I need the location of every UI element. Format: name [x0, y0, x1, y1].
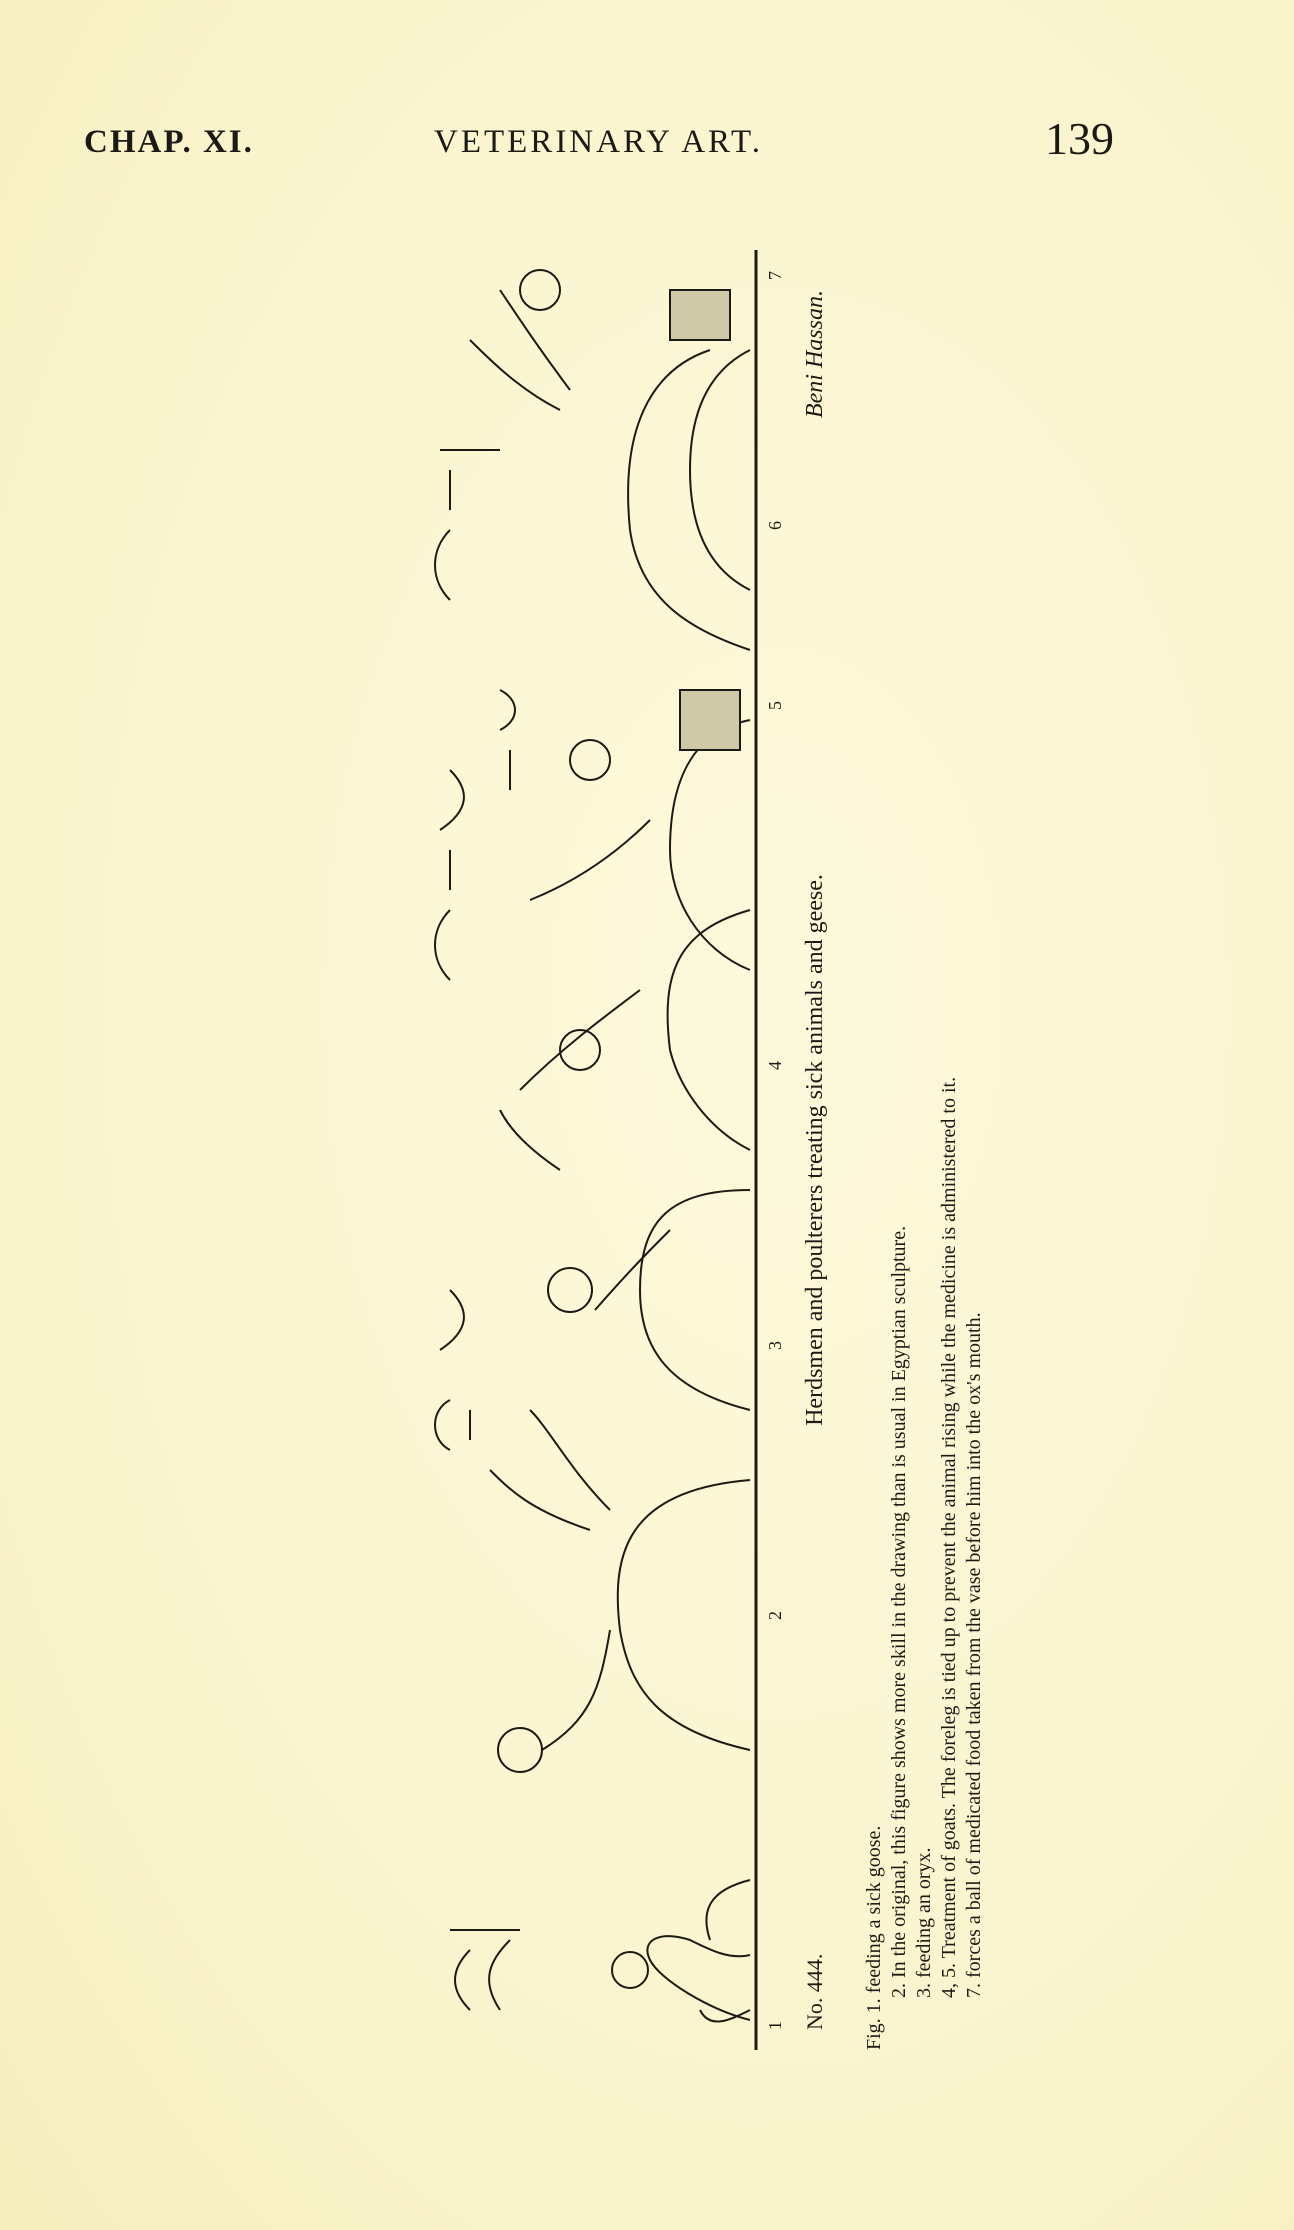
- fig-number-4: 4: [765, 1061, 785, 1070]
- note-line: 2. In the original, this figure shows more skill in the drawing than is usual in Egyptian sculpture.: [888, 1225, 910, 1998]
- note-line: 4, 5. Treatment of goats. The foreleg is tied up to prevent the animal rising while the medicine is administered to it.: [938, 1076, 960, 1998]
- note-line: 3. feeding an oryx.: [913, 1847, 935, 1998]
- engraving-illustration: [410, 250, 760, 2050]
- figure-caption: Herdsmen and poulterers treating sick animals and geese.: [802, 874, 828, 1426]
- chapter-label: CHAP. XI.: [84, 124, 254, 160]
- figure-source: Beni Hassan.: [802, 290, 828, 418]
- page-number: 139: [1045, 113, 1114, 164]
- fig-number-2: 2: [765, 1611, 785, 1620]
- fig-number-7: 7: [765, 271, 785, 280]
- fig-number-6: 6: [765, 521, 785, 530]
- figure-number-label: No. 444.: [802, 1953, 827, 2030]
- running-title: VETERINARY ART.: [434, 124, 764, 160]
- figure-notes: [862, 950, 987, 2050]
- running-head: [0, 112, 1294, 172]
- fig-number-3: 3: [765, 1341, 785, 1350]
- plate-figure: [410, 250, 1010, 2050]
- fig-number-5: 5: [765, 701, 785, 710]
- fig-number-1: 1: [765, 2021, 785, 2030]
- note-line: Fig. 1. feeding a sick goose.: [863, 1825, 885, 2050]
- note-line: 7. forces a ball of medicated food taken from the vase before him into the ox's mouth.: [963, 1312, 985, 1998]
